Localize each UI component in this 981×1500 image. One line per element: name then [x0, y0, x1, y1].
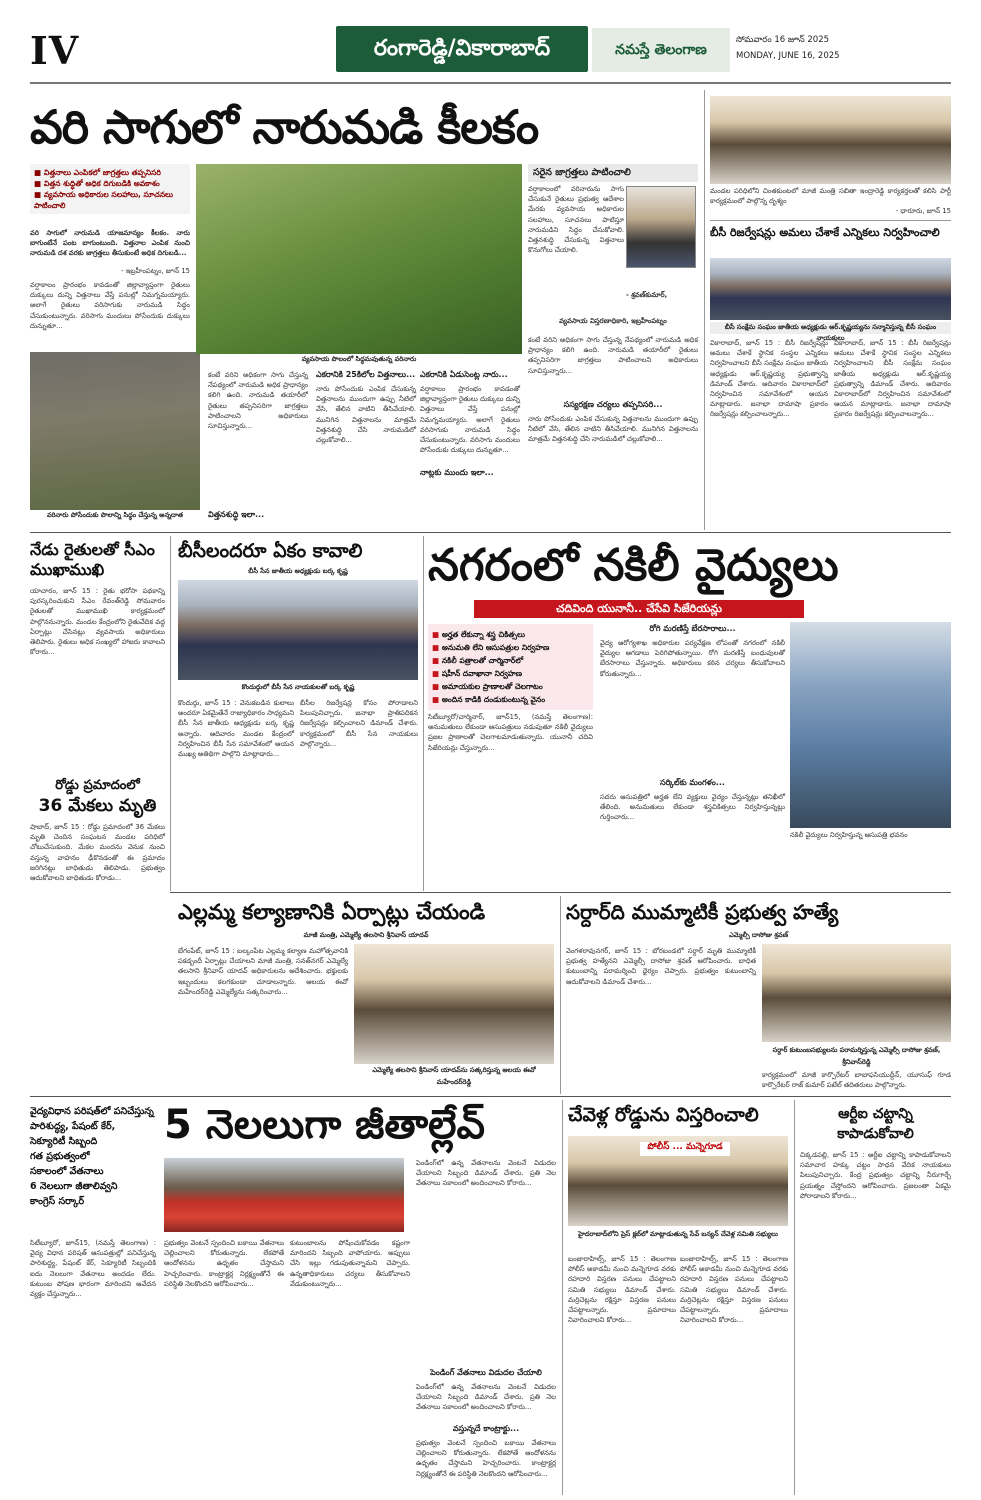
accident-body: షాబాద్, జూన్ 15 : రోడ్డు ప్రమాదంలో 36 మేకలు మృతి చెందిన సంఘటన మండల పరిధిలో చోటుచేసుకుంది. మేకల మందను వెనుక నుంచి వస్తున్న వాహనం ఢీకొనడంతో ఈ ప్రమాదం జరిగినట్లు బాధితుడు తెలిపాడు. ప్రభుత్వం ఆదుకోవాలని బాధితుడు కోరాడు... — [30, 823, 165, 883]
accident-headline-2: 36 మేకలు మృతి — [38, 796, 157, 816]
lead-body-3b: వర్షాకాలం ప్రారంభం కావడంతో జిల్లావ్యాప్తంగా రైతులు దుక్కులు దున్ని విత్తనాలు వేస్తే పనుల్లో నిమగ్నమయ్యారు. అలాగే రైతులు వరిసాగుకు నారుమడి సిద్ధం చేసుకుంటున్నారు. వరిసాగు మందులు పోసేందుకు దుక్కులు దున్నుతూ... — [420, 385, 520, 455]
official-photo — [626, 186, 696, 268]
bc-leaders-caption: బీసీ సంక్షేమ సంఘం జాతీయ అధ్యక్షుడు ఆర్.కృష్ణయ్యను సన్మానిస్తున్న బీసీ సంఘం నాయకులు — [710, 322, 951, 334]
chevella-body-2: బంజారాహిల్స్, జూన్ 15 : తెలంగాణ పోలీస్ అకాడమీ నుంచి మన్నెగూడ వరకు రహదారి విస్తరణ పనులు చేపట్టాలని సమితి సభ్యులు డిమాండ్ చేశారు. మర్రిచెట్లను రక్షిస్తూ విస్తరణ పనులు చేపట్టాలన్నారు. ప్రమాదాలు నివారించాలని కోరారు... — [680, 1255, 788, 1325]
quote-title: వ్యవసాయ విస్తరణాధికారి, ఇబ్రహీంపట్నం — [559, 317, 667, 325]
section-title: రంగారెడ్డి/వికారాబాద్ — [336, 26, 588, 72]
field-photo — [196, 164, 522, 354]
fake-point: ■ షహీన్ దవాఖానా నిర్వహణ — [432, 667, 589, 680]
fake-sub-1: రోగి మరణిస్తే బేరసారాలు... — [649, 624, 736, 633]
bc-unity-caption: కొందుర్గులో బీసీ సేన నాయకులతో బర్క కృష్ణ — [241, 683, 355, 691]
section-rule — [30, 1096, 951, 1097]
fake-point: ■ అందిన కాడికి దండుకుంటున్న వైనం — [432, 693, 589, 706]
page-number: IV — [30, 28, 80, 73]
hospital-caption: నకిలీ వైద్యులు నిర్వహిస్తున్న ఆసుపత్రి భవనం — [790, 831, 908, 839]
fake-point: ■ అనుమతి లేని ఆసుపత్రుల నిర్వహణ — [432, 641, 589, 654]
salary-body-5: పెండింగ్‌లో ఉన్న వేతనాలను వెంటనే విడుదల చేయాలని సిబ్బంది డిమాండ్ చేశారు. ప్రతి నెల వేతనాలు సకాలంలో అందించాలని కోరారు... — [416, 1383, 556, 1412]
salary-side-line: వైద్యవిధాన పరిషత్‌లో పనిచేస్తున్న — [30, 1106, 154, 1117]
rti-body: చిక్కడపల్లి, జూన్ 15 : ఆర్టీఐ చట్టాన్ని కాపాడుకోవాలని సమాచార హక్కు చట్టం సాధన వేదిక నాయకులు పిలుపునిచ్చారు. కేంద్ర ప్రభుత్వం చట్టాన్ని నీరుగార్చే ప్రయత్నం చేస్తోందని ఆరోపించారు. ప్రజలంతా ఏకమై పోరాడాలని కోరారు... — [800, 1151, 951, 1200]
bc-unity-headline: బీసీలందరూ ఏకం కావాలి — [178, 540, 363, 562]
lead-headline: వరి సాగులో నారుమడి కీలకం — [30, 100, 539, 154]
fake-doctors-body-3: సదరు ఆసుపత్రిలో అర్హత లేని వ్యక్తులు వైద్యం చేస్తున్నట్లు తనిఖీలో తేలింది. అనుమతులు లేకుండా శస్త్రచికిత్సలు నిర్వహిస్తున్నట్లు గుర్తించారు... — [600, 793, 785, 822]
column-divider — [423, 536, 424, 891]
paper-name: నమస్తే తెలంగాణ — [592, 28, 730, 72]
lead-byline: - ఇబ్రహీంపట్నం, జూన్ 15 — [121, 267, 190, 275]
bc-reservation-headline: బీసీ రిజర్వేషన్లు అమలు చేశాకే ఎన్నికలు నిర్వహించాలి — [710, 226, 940, 239]
section-rule — [170, 892, 951, 893]
bc-reservation-body-2: వికారాబాద్, జూన్ 15 : బీసీ రిజర్వేషన్లు అమలు చేశాకే స్థానిక సంస్థల ఎన్నికలు నిర్వహించాలని బీసీ సంక్షేమ సంఘం జాతీయ అధ్యక్షుడు ఆర్.కృష్ణయ్య ప్రభుత్వాన్ని డిమాండ్ చేశారు. ఆదివారం వికారాబాద్‌లో నిర్వహించిన సమావేశంలో ఆయన మాట్లాడారు. జనాభా దామాషా ప్రకారం రిజర్వేషన్లు కల్పించాలన్నారు... — [834, 339, 951, 419]
lead-body-2: కంటే వరిని అధికంగా సాగు చేస్తున్న నేపథ్యంలో నారుమడి అధిక ప్రాధాన్యం కలిగి ఉంది. నారుమడి తయారీలో రైతులు తప్పనిసరిగా జాగ్రత్తలు పాటించాలని అధికారులు సూచిస్తున్నారు... — [208, 371, 308, 431]
salary-headline: 5 నెలలుగా జీతాల్లేవ్ — [164, 1102, 485, 1148]
lead-body-1: వర్షాకాలం ప్రారంభం కావడంతో జిల్లావ్యాప్తంగా రైతులు దుక్కులు దున్ని విత్తనాలు వేస్తే పనుల్లో నిమగ్నమయ్యారు. అలాగే రైతులు వరిసాగుకు నారుమడి సిద్ధం చేసుకుంటున్నారు. వరిసాగు మందులు పోసేందుకు దుక్కులు దున్నుతూ... — [30, 281, 190, 330]
bc-reservation-body: వికారాబాద్, జూన్ 15 : బీసీ రిజర్వేషన్లు అమలు చేశాకే స్థానిక సంస్థల ఎన్నికలు నిర్వహించాలని బీసీ సంక్షేమ సంఘం జాతీయ అధ్యక్షుడు ఆర్.కృష్ణయ్య ప్రభుత్వాన్ని డిమాండ్ చేశారు. ఆదివారం వికారాబాద్‌లో నిర్వహించిన సమావేశంలో ఆయన మాట్లాడారు. జనాభా దామాషా ప్రకారం రిజర్వేషన్లు కల్పించాలన్నారు... — [710, 339, 828, 419]
fake-point: ■ అర్హత లేకున్నా శస్త్ర చికిత్సలు — [432, 628, 589, 641]
bc-leaders-photo — [710, 258, 951, 320]
lead-sub-5: సస్యరక్షణ చర్యలు తప్పనిసరి... — [563, 400, 663, 409]
lead-sub-3: ఎకరానికి ఏడుసెంట్ల నారు... — [420, 370, 508, 379]
bc-unity-body-1: కొందుర్గు, జూన్ 15 : వెనుకబడిన కులాలు అందరూ ఏకమైతేనే రాజ్యాధికారం సాధ్యమని బీసీ సేన జాతీయ అధ్యక్షుడు బర్క కృష్ణ అన్నారు. ఆదివారం మండల కేంద్రంలో నిర్వహించిన బీసీ సేన సమావేశంలో ఆయన ముఖ్య అతిథిగా పాల్గొని మాట్లాడారు... — [178, 699, 294, 759]
lead-bullet: ■ విత్తనాలు ఎంపికలో జాగ్రత్తలు తప్పనిసరి — [34, 167, 186, 178]
fake-doctors-headline: నగరంలో నకిలీ వైద్యులు — [428, 540, 839, 591]
salary-sub-2: వస్తున్నదే కాంట్రాక్టు... — [452, 1424, 520, 1433]
field-caption: వ్యవసాయ పొలంలో సిద్ధమవుతున్న వరినారు — [301, 355, 417, 363]
accident-headline: రోడ్డు ప్రమాదంలో — [55, 778, 140, 793]
chevella-caption: హైదరాబాద్‌లోని ప్రెస్ క్లబ్‌లో మాట్లాడుతున్న సేవ్ బన్యన్ చేవెళ్ల సమితి సభ్యులు — [578, 1230, 778, 1238]
fake-doctors-body-2: వైద్య ఆరోగ్యశాఖ అధికారుల పర్యవేక్షణ లోపంతో నగరంలో నకిలీ వైద్యుల ఆగడాలు పెరిగిపోతున్నాయి. రోగి మరణిస్తే బంధువులతో బేరసారాలు చేస్తున్నారు. అధికారులు కఠిన చర్యలు తీసుకోవాలని కోరుతున్నారు... — [600, 639, 785, 678]
quote-head: సరైన జాగ్రత్తలు పాటించాలి — [528, 164, 698, 182]
lead-bullet: ■ వ్యవసాయ అధికారుల సలహాలు, సూచనలు పాటించాలి — [34, 189, 186, 211]
quote-name: - శ్రవణ్‌కుమార్, — [626, 291, 668, 299]
lead-intro: వరి సాగులో నారుమడి యాజమాన్యం కీలకం. నారు బాగుంటేనే పంట బాగుంటుంది. విత్తనాల ఎంపిక నుంచి నారుమడి దశ వరకు జాగ్రత్తలు తీసుకుంటే అధిక దిగుబడి... — [30, 229, 190, 258]
column-divider — [794, 1100, 795, 1495]
salary-side-line: గత ప్రభుత్వంలో — [30, 1151, 90, 1162]
sardar-body-2: కార్యక్రమంలో మాజీ కార్పొరేటర్ బాబాఫసియుద్దీన్, యూసుఫ్ గూడ కార్పొరేటర్ రాజ్ కుమార్ పటేల్ తదితరులు పాల్గొన్నారు. — [762, 1071, 951, 1090]
lead-sub-4: నాట్లకు ముందు ఇలా... — [420, 468, 494, 477]
salary-body-6: ప్రభుత్వం వెంటనే స్పందించి బకాయి వేతనాలు చెల్లించాలని కోరుతున్నారు. లేకపోతే ఆందోళనను ఉధృతం చేస్తామని హెచ్చరించారు. కాంట్రాక్టర్ల నిర్లక్ష్యంతోనే ఈ పరిస్థితి నెలకొందని ఆరోపించారు... — [416, 1439, 556, 1478]
lead-sub-1: విత్తనశుద్ధి ఇలా... — [208, 510, 265, 519]
chevella-body: బంజారాహిల్స్, జూన్ 15 : తెలంగాణ పోలీస్ అకాడమీ నుంచి మన్నెగూడ వరకు రహదారి విస్తరణ పనులు చేపట్టాలని సమితి సభ్యులు డిమాండ్ చేశారు. మర్రిచెట్లను రక్షిస్తూ విస్తరణ పనులు చేపట్టాలన్నారు. ప్రమాదాలు నివారించాలని కోరారు... — [568, 1255, 676, 1325]
yellamma-subhead: మాజీ మంత్రి, ఎమ్మెల్యే తలసాని శ్రీనివాస్ యాదవ్ — [303, 931, 429, 939]
date-telugu: సోమవారం 16 జూన్ 2025 — [736, 35, 830, 45]
salary-sub-1: పెండింగ్ వేతనాలు విడుదల చేయాలి — [430, 1368, 542, 1377]
hospital-photo — [790, 622, 951, 828]
fake-sub-2: సర్కిల్‌కు మంగళం... — [660, 778, 725, 787]
column-divider — [560, 896, 561, 1094]
fake-doctors-body-1: సిటీబ్యూరో/చార్మినార్, జూన్15, (నమస్తే తెలంగాణ): అనుమతులు లేకుండా ఆసుపత్రులు నడుపుతూ నకిలీ వైద్యులు ప్రజల ప్రాణాలతో చెలగాటమాడుతున్నారు. యునానీ చదివి సిజేరియన్లు చేస్తున్నారు... — [428, 713, 593, 752]
fake-point: ■ నకిలీ పత్రాలతో చార్మినార్‌లో — [432, 654, 589, 667]
salary-body-3: కుటుంబాలను పోషించుకోవడం కష్టంగా మారిందని సిబ్బంది వాపోయారు. అప్పులు చేసి ఇల్లు గడుపుతున్నామని చెప్పారు. ఉన్నతాధికారులు చర్యలు తీసుకోవాలని వేడుకుంటున్నారు... — [290, 1239, 410, 1288]
lead-bullet: ■ విత్తన శుద్ధితో అధిక దిగుబడికి అవకాశం — [34, 178, 186, 189]
salary-body-1: సిటీబ్యూరో, జూన్15, (నమస్తే తెలంగాణ) : వైద్య విధాన పరిషత్ ఆసుపత్రుల్లో పనిచేస్తున్న పారిశుద్ధ్య, పేషంట్ కేర్, సెక్యూరిటీ సిబ్బందికి ఐదు నెలలుగా వేతనాలు అందడం లేదు. కుటుంబ పోషణ భారంగా మారిందని ఆవేదన వ్యక్తం చేస్తున్నారు... — [30, 1239, 156, 1299]
salary-photo — [164, 1158, 404, 1232]
salary-sidebar — [30, 1104, 156, 1234]
salary-side-line: సకాలంలో వేతనాలు — [30, 1166, 104, 1177]
masthead-rule — [30, 82, 951, 84]
date-english: MONDAY, JUNE 16, 2025 — [736, 51, 840, 61]
lead-body-4: కంటే వరిని అధికంగా సాగు చేస్తున్న నేపథ్యంలో నారుమడి అధిక ప్రాధాన్యం కలిగి ఉంది. నారుమడి తయారీలో రైతులు తప్పనిసరిగా జాగ్రత్తలు పాటించాలని అధికారులు సూచిస్తున్నారు... — [528, 336, 698, 375]
bc-unity-body-2: బీసీల రిజర్వేషన్ల కోసం పోరాడాలని పిలుపునిచ్చారు. జనాభా ప్రాతిపదికన రిజర్వేషన్లు కల్పించాలని డిమాండ్ చేశారు. కార్యక్రమంలో బీసీ సేన నాయకులు పాల్గొన్నారు... — [300, 699, 418, 748]
lead-sub-2: ఎకరానికి 25కిలోల విత్తనాలు... — [316, 370, 416, 379]
column-divider — [704, 90, 705, 530]
date-block — [736, 32, 840, 64]
sardar-headline: సర్దార్‌ది ముమ్మాటికీ ప్రభుత్వ హత్యే — [566, 900, 839, 924]
chevella-headline: చేవెళ్ల రోడ్డును విస్తరించాలి — [568, 1104, 759, 1126]
bc-unity-photo — [178, 580, 418, 680]
column-divider — [562, 1100, 563, 1495]
chevella-banner: పోలీస్ ... మన్నెగూడ — [640, 1142, 730, 1156]
lead-bullets — [30, 164, 190, 214]
salary-body-2: ప్రభుత్వం వెంటనే స్పందించి బకాయి వేతనాలు చెల్లించాలని కోరుతున్నారు. లేకపోతే ఆందోళనను ఉధృతం చేస్తామని హెచ్చరించారు. కాంట్రాక్టర్ల నిర్లక్ష్యంతోనే ఈ పరిస్థితి నెలకొందని ఆరోపించారు... — [164, 1239, 284, 1288]
section-rule — [30, 532, 951, 533]
sardar-caption: సర్దార్ కుటుంబసభ్యులను పరామర్శిస్తున్న ఎమ్మెల్సీ దాసోజు శ్రవణ్, శ్రీనివాస్‌రెడ్డి — [772, 1046, 941, 1066]
sardar-photo — [762, 944, 951, 1042]
meeting-caption: మండల పరిధిలోని చింతకుంటలో మాజీ మంత్రి సబితా ఇంద్రారెడ్డి కార్యకర్తలతో కలిసి పార్టీ కార్యక్రమంలో పాల్గొన్న దృశ్యం — [710, 187, 951, 206]
cm-headline: నేడు రైతులతో సీఎం ముఖాముఖి — [30, 540, 155, 579]
cm-body: యాచారం, జూన్ 15 : రైతు భరోసా పథకాన్ని పురస్కరించుకుని సీఎం రేవంత్‌రెడ్డి సోమవారం రైతులతో ముఖాముఖి కార్యక్రమంలో పాల్గొననున్నారు. మండల కేంద్రంలోని రైతువేదిక వద్ద ఏర్పాట్లు చేసినట్లు వ్యవసాయ అధికారులు తెలిపారు. రైతులు అధిక సంఖ్యలో హాజరు కావాలని కోరారు... — [30, 587, 165, 657]
yellamma-headline: ఎల్లమ్మ కల్యాణానికి ఏర్పాట్లు చేయండి — [178, 900, 486, 924]
plough-caption: వరినారు పోసేందుకు పొలాన్ని సిద్ధం చేస్తున్న అన్నదాత — [46, 511, 184, 519]
yellamma-body: బేగంపేట్, జూన్ 15 : బల్కంపేట ఎల్లమ్మ కల్యాణ మహోత్సవానికి పకడ్బందీ ఏర్పాట్లు చేయాలని మాజీ మంత్రి, సనత్‌నగర్ ఎమ్మెల్యే తలసాని శ్రీనివాస్ యాదవ్ అధికారులను ఆదేశించారు. భక్తులకు ఇబ్బందులు కలగకుండా చూడాలన్నారు. ఆలయ ఈవో మహేందర్‌రెడ్డి ఎమ్మెల్యేను సత్కరించారు... — [178, 947, 348, 996]
lead-body-3: నారు పోసేందుకు ఎంపిక చేసుకున్న విత్తనాలను ముందుగా ఉప్పు నీటిలో వేసి, తేలిన వాటిని తీసివేయాలి. మునిగిన విత్తనాలను మాత్రమే విత్తనశుద్ధి చేసి నారుమడిలో చల్లుకోవాలి... — [316, 385, 416, 445]
yellamma-caption: ఎమ్మెల్యే తలసాని శ్రీనివాస్ యాదవ్‌ను సత్కరిస్తున్న ఆలయ ఈవో మహేందర్‌రెడ్డి — [372, 1066, 536, 1086]
sardar-body: వెంగళరావునగర్, జూన్ 15 : బోరబండలో సర్దార్ మృతి ముమ్మాటికీ ప్రభుత్వ హత్యేనని ఎమ్మెల్సీ దాసోజు శ్రవణ్ ఆరోపించారు. బాధిత కుటుంబాన్ని పరామర్శించి ధైర్యం చెప్పారు. ప్రభుత్వం కుటుంబాన్ని ఆదుకోవాలని డిమాండ్ చేశారు... — [566, 947, 756, 986]
salary-side-line: సెక్యూరిటీ సిబ్బంది — [30, 1136, 98, 1147]
salary-side-line: పారిశుద్ధ్య, పేషంట్ కేర్, — [30, 1121, 116, 1132]
sardar-subhead: ఎమ్మెల్సీ దాసోజు శ్రవణ్ — [728, 931, 789, 939]
meeting-byline: - ధారూరు, జూన్ 15 — [895, 207, 951, 215]
yellamma-photo — [354, 944, 554, 1064]
salary-body-4: పెండింగ్‌లో ఉన్న వేతనాలను వెంటనే విడుదల చేయాలని సిబ్బంది డిమాండ్ చేశారు. ప్రతి నెల వేతనాలు సకాలంలో అందించాలని కోరారు... — [416, 1159, 556, 1188]
bc-unity-subhead: బీసీ సేన జాతీయ అధ్యక్షుడు బర్క కృష్ణ — [248, 567, 348, 575]
fake-point: ■ అమాయకుల ప్రాణాలతో చెలగాటం — [432, 680, 589, 693]
divider — [710, 220, 951, 221]
meeting-photo — [710, 96, 951, 184]
fake-doctors-points — [428, 624, 593, 710]
rti-headline: ఆర్టీఐ చట్టాన్ని కాపాడుకోవాలి — [837, 1106, 914, 1142]
plough-photo — [30, 352, 200, 510]
quote-text: వర్షాకాలంలో వరినారును సాగు చేసుకునే రైతులు ప్రభుత్వ ఆదేశాల మేరకు వ్యవసాయ అధికారుల సలహాలు, సూచనలు పాటిస్తూ నారుమడిని సిద్ధం చేసుకోవాలి. విత్తనశుద్ధి చేసుకున్న విత్తనాలు కొనుగోలు చేయాలి. — [528, 185, 624, 255]
lead-body-5: నారు పోసేందుకు ఎంపిక చేసుకున్న విత్తనాలను ముందుగా ఉప్పు నీటిలో వేసి, తేలిన వాటిని తీసివేయాలి. మునిగిన విత్తనాలను మాత్రమే విత్తనశుద్ధి చేసి నారుమడిలో చల్లుకోవాలి... — [528, 415, 698, 444]
column-divider — [170, 536, 171, 891]
fake-doctors-strap: చదివింది యునానీ.. చేసేవి సిజేరియన్లు — [474, 600, 804, 618]
salary-side-line: 6 నెలలుగా జీతాలివ్వని — [30, 1181, 118, 1192]
salary-side-line: కాంగ్రెస్ సర్కార్ — [30, 1196, 85, 1207]
